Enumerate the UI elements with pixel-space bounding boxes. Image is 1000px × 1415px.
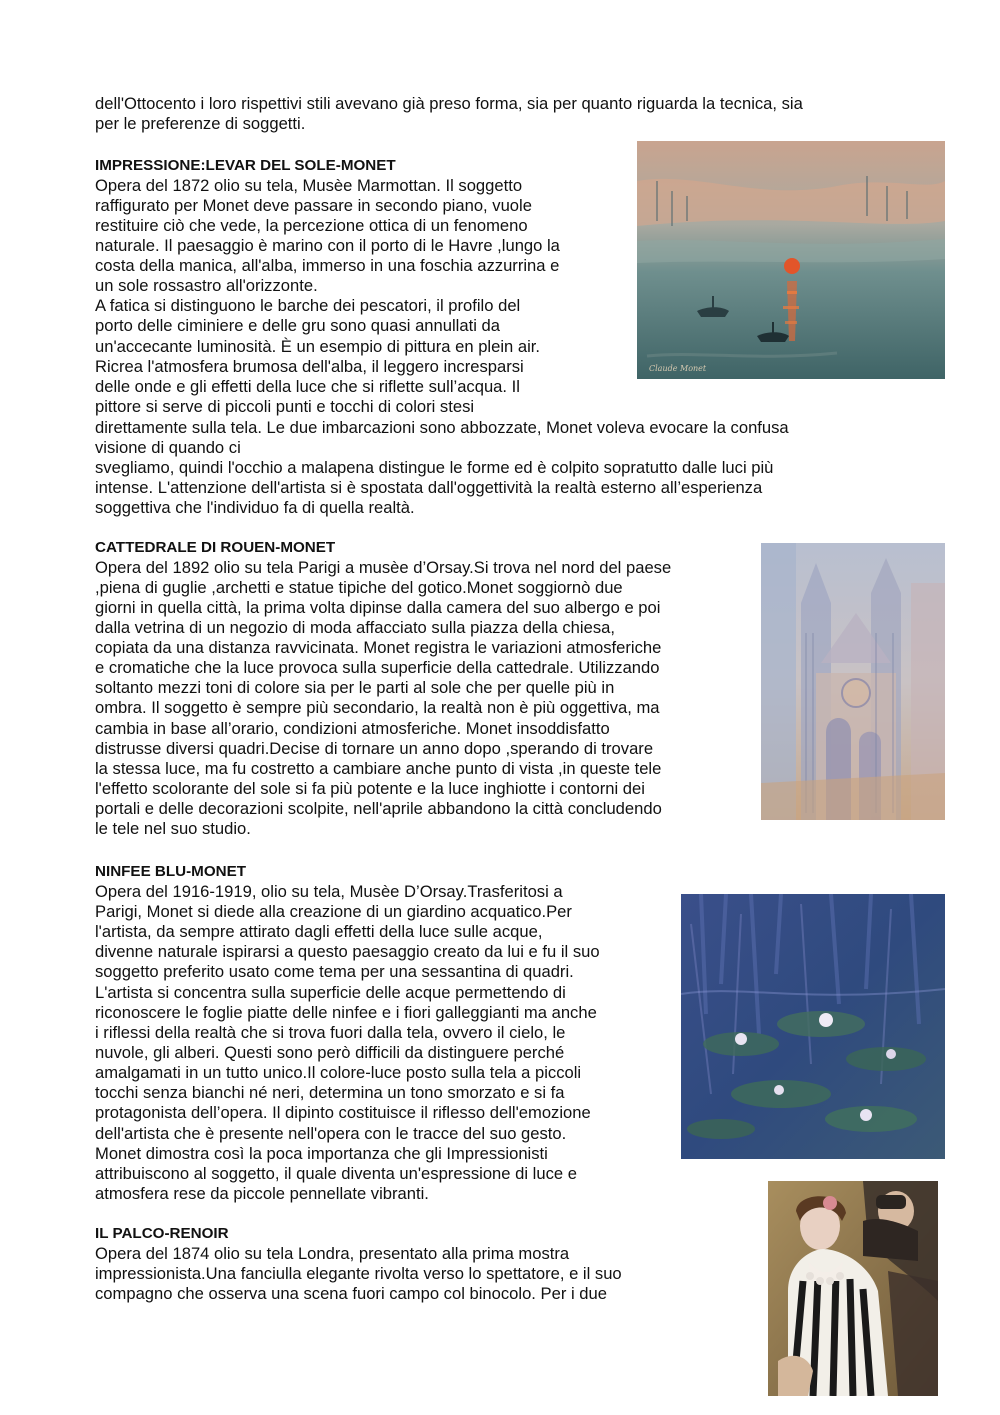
paragraph-line: portali e delle decorazioni scolpite, nell'aprile abbandono la città concludendo [95, 799, 662, 818]
paragraph-line: porto delle ciminiere e delle gru sono quasi annullati da [95, 316, 500, 335]
blue-water-lilies-painting [681, 894, 945, 1159]
paragraph-line: Opera del 1872 olio su tela, Musèe Marmottan. Il soggetto [95, 176, 523, 195]
section-heading-cattedrale: CATTEDRALE DI ROUEN-MONET [95, 539, 336, 556]
paragraph-line: l'effetto scolorante del sole si fa più potente e la luce inghiotte i contorni dei [95, 779, 645, 798]
paragraph-line: distrusse diversi quadri.Decise di tornare un anno dopo ,sperando di trovare [95, 739, 654, 758]
paragraph-line: costa della manica, all'alba, immerso in una foschia azzurrina e [95, 256, 560, 275]
paragraph-line: impressionista.Una fanciulla elegante rivolta verso lo spettatore, e il suo [95, 1264, 622, 1283]
paragraph-line: nuvole, gli alberi. Questi sono però difficili da distinguere perché [95, 1043, 565, 1062]
impression-sunrise-painting [637, 141, 945, 379]
paragraph-line: visione di quando ci [95, 438, 241, 457]
rouen-cathedral-painting [761, 543, 945, 820]
section-heading-ninfee: NINFEE BLU-MONET [95, 863, 247, 880]
paragraph-line: svegliamo, quindi l'occhio a malapena distingue le forme ed è colpito sopratutto dalle luci più [95, 458, 774, 477]
paragraph-line: delle onde e gli effetti della luce che si riflette sull’acqua. Il [95, 377, 520, 396]
paragraph-line: dalla vetrina di un negozio di moda affacciato sulla piazza della chiesa, [95, 618, 615, 637]
la-loge-painting [768, 1181, 938, 1396]
paragraph-line: riconoscere le foglie piatte delle ninfee e i fiori galleggianti ma anche [95, 1003, 597, 1022]
paragraph-line: le tele nel suo studio. [95, 819, 251, 838]
paragraph-line: raffigurato per Monet deve passare in secondo piano, vuole [95, 196, 532, 215]
paragraph-line: attribuiscono al soggetto, il quale diventa un'espressione di luce e [95, 1164, 577, 1183]
paragraph-line: divenne naturale ispirarsi a questo paesaggio creato da lui e fu il suo [95, 942, 600, 961]
paragraph-line: giorni in quella città, la prima volta dipinse dalla camera del suo albergo e poi [95, 598, 661, 617]
paragraph-line: copiata da una distanza ravvicinata. Monet registra le variazioni atmosferiche [95, 638, 662, 657]
paragraph-line: Opera del 1892 olio su tela Parigi a musèe d’Orsay.Si trova nel nord del paese [95, 558, 672, 577]
paragraph-line: un'accecante luminosità. È un esempio di pittura en plein air. [95, 337, 541, 356]
paragraph-line: cambia in base all’orario, condizioni atmosferiche. Monet insoddisfatto [95, 719, 610, 738]
paragraph-line: Parigi, Monet si diede alla creazione di un giardino acquatico.Per [95, 902, 572, 921]
paragraph-line: direttamente sulla tela. Le due imbarcazioni sono abbozzate, Monet voleva evocare la confusa [95, 418, 789, 437]
paragraph-line: l'artista, da sempre attirato dagli effetti della luce sulle acque, [95, 922, 543, 941]
paragraph-line: i riflessi della realtà che si trova fuori dalla tela, ovvero il cielo, le [95, 1023, 566, 1042]
paragraph-line: compagno che osserva una scena fuori campo col binocolo. Per i due [95, 1284, 607, 1303]
intro-line: per le preferenze di soggetti. [95, 114, 306, 133]
paragraph-line: soggetto preferito usato come tema per una sessantina di quadri. [95, 962, 574, 981]
paragraph-line: L'artista si concentra sulla superficie delle acque permettendo di [95, 983, 566, 1002]
paragraph-line: Monet dimostra così la poca importanza che gli Impressionisti [95, 1144, 548, 1163]
section-heading-impressione: IMPRESSIONE:LEVAR DEL SOLE-MONET [95, 157, 396, 174]
paragraph-line: soggettiva che l'individuo fa di quella realtà. [95, 498, 415, 517]
paragraph-line: Opera del 1916-1919, olio su tela, Musèe D’Orsay.Trasferitosi a [95, 882, 563, 901]
paragraph-line: restituire ciò che vede, la percezione ottica di un fenomeno [95, 216, 528, 235]
intro-line: dell'Ottocento i loro rispettivi stili avevano già preso forma, sia per quanto riguarda la tecnica, sia [95, 94, 803, 113]
svg-text:Claude Monet: Claude Monet [649, 364, 707, 373]
section-heading-il-palco: IL PALCO-RENOIR [95, 1225, 229, 1242]
paragraph-line: soltanto mezzi toni di colore sia per le parti al sole che per quelle più in [95, 678, 615, 697]
paragraph-line: e cromatiche che la luce provoca sulla superficie della cattedrale. Utilizzando [95, 658, 660, 677]
paragraph-line: pittore si serve di piccoli punti e tocchi di colori stesi [95, 397, 475, 416]
paragraph-line: naturale. Il paesaggio è marino con il porto di le Havre ,lungo la [95, 236, 560, 255]
paragraph-line: intense. L'attenzione dell'artista si è spostata dall'oggettività la realtà esterno all’esperienza [95, 478, 763, 497]
paragraph-line: protagonista dell’opera. Il dipinto costituisce il riflesso dell'emozione [95, 1103, 591, 1122]
paragraph-line: atmosfera rese da piccole pennellate vibranti. [95, 1184, 429, 1203]
paragraph-line: tocchi senza bianchi né neri, determina un tono smorzato e si fa [95, 1083, 565, 1102]
paragraph-line: Ricrea l'atmosfera brumosa dell'alba, il leggero incresparsi [95, 357, 524, 376]
paragraph-line: dell'artista che è presente nell'opera con le tracce del suo gesto. [95, 1124, 567, 1143]
paragraph-line: Opera del 1874 olio su tela Londra, presentato alla prima mostra [95, 1244, 570, 1263]
paragraph-line: un sole rossastro all'orizzonte. [95, 276, 318, 295]
paragraph-line: A fatica si distinguono le barche dei pescatori, il profilo del [95, 296, 521, 315]
paragraph-line: ombra. Il soggetto è sempre più secondario, la realtà non è più oggettiva, ma [95, 698, 660, 717]
paragraph-line: amalgamati in un tutto unico.Il colore-luce posto sulla tela a piccoli [95, 1063, 582, 1082]
paragraph-line: ,piena di guglie ,archetti e statue tipiche del gotico.Monet soggiornò due [95, 578, 623, 597]
paragraph-line: la stessa luce, ma fu costretto a cambiare anche punto di vista ,in queste tele [95, 759, 662, 778]
